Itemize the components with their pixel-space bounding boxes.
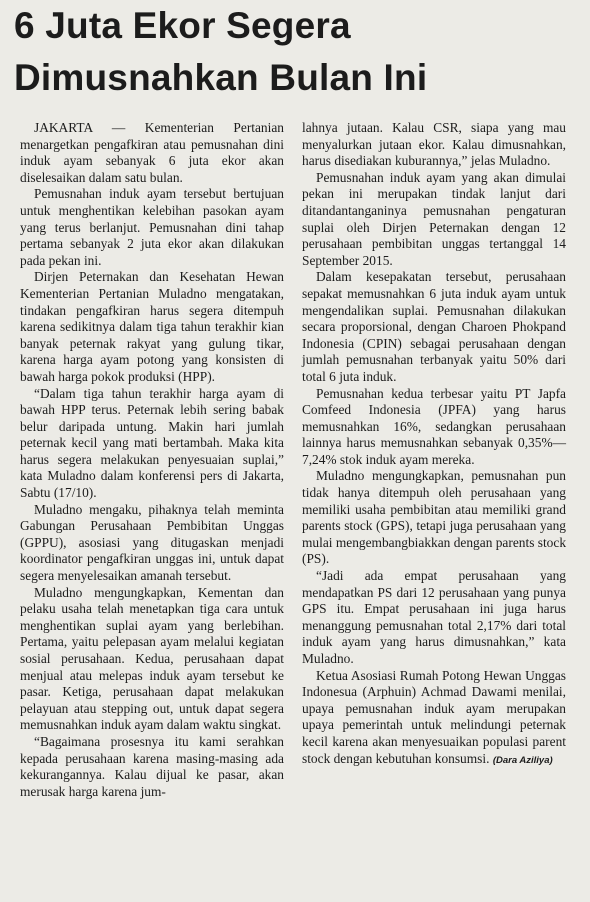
paragraph: “Dalam tiga tahun terakhir harga ayam di bawah HPP terus. Peternak lebih sering babak belur daripada untung. Makin hari jumlah peternak kecil yang mati bertambah. Maka kita harus segera melakukan penyesuaian suplai,” kata Muladno dalam konferensi pers di Jakarta, Sabtu (17/10). [20,385,284,501]
paragraph: Muladno mengaku, pihaknya telah meminta Gabungan Perusahaan Pembibitan Unggas (GPPU), asosiasi yang ditugaskan menjadi koordinator pengafkiran unggas ini, untuk dapat segera menyelesaikan amanah tersebut. [20,501,284,584]
paragraph: Muladno mengungkapkan, Kementan dan pelaku usaha telah menetapkan tiga cara untuk menghentikan suplai ayam yang berlebihan. Pertama, yaitu pelepasan ayam melalui kegiatan sosial perusahaan. Kedua, perusahaan dapat menjual atau melepas induk ayam tersebut ke pasar. Ketiga, perusahaan dapat melakukan pelayuan atau stepping out, untuk dapat segera memusnahkan induk ayam dalam waktu singkat. [20,584,284,733]
paragraph: Pemusnahan induk ayam tersebut bertujuan untuk menghentikan kelebihan pasokan ayam yang terus berlanjut. Pemusnahan dini tahap pertama sebanyak 2 juta ekor akan dilakukan pada pekan ini. [20,186,284,268]
paragraph: Dalam kesepakatan tersebut, perusahaan sepakat memusnahkan 6 juta induk ayam untuk mengendalikan suplai. Pemusnahan dilakukan secara proporsional, dengan Charoen Phokpand Indonesia (CPIN) sebagai perusahaan dengan jumlah pemusnahan terbanyak yaitu 50% dari total 6 juta induk. [302,269,566,384]
headline [14,0,580,104]
paragraph: Muladno mengungkapkan, pemusnahan pun tidak hanya ditempuh oleh perusahaan yang memiliki usaha pembibitan atau memiliki grand parents stock (GPS), tetapi juga perusahaan yang mulai mengembangbiakkan dengan parents stock (PS). [302,468,567,567]
paragraph-text: Ketua Asosiasi Rumah Potong Hewan Unggas Indonesua (Arphuin) Achmad Dawami menilai, upaya pemusnahan induk ayam merupakan upaya pemerintah untuk melindungi peternak kecil karena akan menyesuaikan populasi parent stock dengan kebutuhan konsumsi. [302,667,566,766]
paragraph: JAKARTA — Kementerian Pertanian menargetkan pengafkiran atau pemusnahan dini induk ayam sebanyak 6 juta ekor akan diselesaikan dalam satu bulan. [20,120,284,185]
paragraph: “Jadi ada empat perusahaan yang mendapatkan PS dari 12 perusahaan yang punya GPS itu. Empat perusahaan ini juga harus menanggung pemusnahan total 2,17% dari total induk ayam yang harus dimusnahkan,” kata Muladno. [302,568,566,666]
paragraph: lahnya jutaan. Kalau CSR, siapa yang mau menyalurkan jutaan ekor. Kalau dimusnahkan, harus disediakan kuburannya,” jelas Muladno. [302,120,566,169]
last-paragraph [302,668,566,770]
column-left [20,120,284,800]
headline-line-2: Dimusnahkan Bulan Ini [14,57,428,98]
paragraph: Pemusnahan kedua terbesar yaitu PT Japfa Comfeed Indonesia (JPFA) yang harus memusnahkan 16%, sedangkan perusahaan lainnya harus memusnahkan sebanyak 0,35%—7,24% stok induk ayam mereka. [302,385,566,467]
paragraph: Dirjen Peternakan dan Kesehatan Hewan Kementerian Pertanian Muladno mengatakan, tindakan pengafkiran harus segera ditempuh karena sedikitnya dalam tiga tahun terakhir kian banyak peternak rakyat yang gulung tikar, karena harga ayam potong yang konsisten di bawah harga pokok produksi (HPP). [20,269,284,384]
paragraph: Pemusnahan induk ayam yang akan dimulai pekan ini merupakan tindak lanjut dari ditandantanganinya pemusnahan pengaturan suplai oleh Dirjen Peternakan dengan 12 perusahaan pembibitan unggas tertanggal 14 September 2015. [302,169,566,268]
headline-line-1: 6 Juta Ekor Segera [14,5,351,46]
article-body [20,120,576,800]
paragraph: “Bagaimana prosesnya itu kami serahkan kepada perusahaan karena masing-masing ada kekurangannya. Kalau dijual ke pasar, akan merusak harga karena jum- [20,733,284,799]
column-right [302,120,566,800]
author-byline: (Dara Aziliya) [492,754,553,766]
